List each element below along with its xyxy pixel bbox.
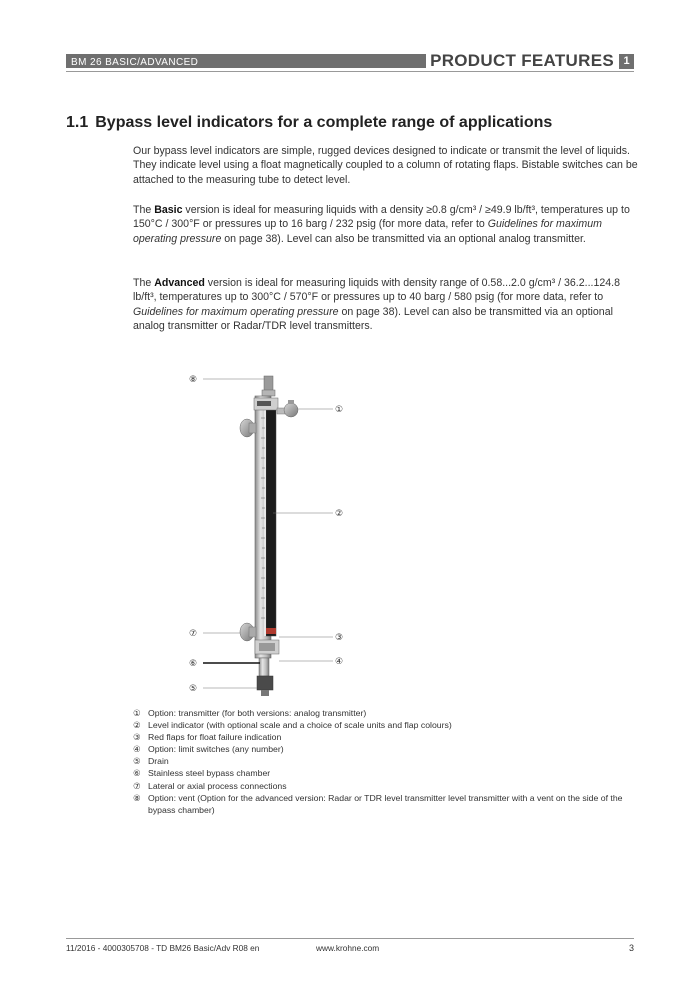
transmitter-head [284,403,298,417]
legend-text: Red flaps for float failure indication [148,732,282,743]
legend-text: Option: vent (Option for the advanced version: Radar or TDR level transmitter level transmitter with a vent on the side of the bypass chamber) [148,792,623,815]
callout-2: ② [335,509,344,519]
legend-number: ⑦ [133,780,141,791]
legend-text: Stainless steel bypass chamber [148,768,271,779]
basic-paragraph [133,203,638,246]
advanced-text-post: on page 38). Level can also be transmitted via an optional analog transmitter or Radar/TDR level transmitters. [133,305,613,333]
legend-item [133,719,643,731]
legend-number: ③ [133,732,141,743]
red-flaps [266,628,276,634]
basic-text-mid: version is ideal for measuring liquids with a density ≥0.8 g/cm³ / ≥49.9 lb/ft³, temperatures up to 150°C / 300°F or pressures up to 16 barg / 232 psig (for more data, refer to [133,204,630,231]
callout-8: ⑧ [189,375,198,385]
legend-text: Lateral or axial process connections [148,780,287,791]
figure-legend [133,707,643,816]
footer-page-number: 3 [628,943,634,953]
legend-item [133,755,643,767]
callout-4: ④ [335,657,344,667]
legend-item [133,780,643,792]
advanced-paragraph [133,276,638,334]
footer-website-link[interactable]: www.krohne.com [316,943,380,953]
legend-text: Option: limit switches (any number) [148,744,284,755]
legend-number: ④ [133,744,141,755]
header-rule [66,71,634,72]
advanced-guideline-ref: Guidelines for maximum operating pressure [133,305,339,318]
callout-3: ③ [335,633,344,643]
basic-label: Basic [154,204,183,216]
footer-rule [66,938,634,939]
section-title-text: Bypass level indicators for a complete range of applications [95,114,553,131]
callout-5: ⑤ [189,684,198,694]
legend-item [133,707,643,719]
legend-item [133,792,643,816]
legend-number: ⑤ [133,756,141,767]
legend-number: ⑥ [133,768,141,779]
legend-item [133,767,643,779]
footer-document-id: 11/2016 - 4000305708 - TD BM26 Basic/Adv R08 en [66,943,260,953]
legend-text: Drain [148,756,169,767]
page-header [66,52,634,70]
legend-text: Option: transmitter (for both versions: analog transmitter) [148,708,367,718]
advanced-label: Advanced [154,277,205,289]
drain [257,676,273,690]
section-title [66,114,552,132]
advanced-text-mid: version is ideal for measuring liquids with density range of 0.58...2.0 g/cm³ / 36.2...124.8 lb/ft³, temperatures up to 300°C / 570°F or pressures up to 40 barg / 580 psig (for more data, refer to [133,277,620,304]
legend-number: ② [133,720,141,731]
advanced-text-pre: The [133,277,155,289]
basic-text-post: on page 38). Level can also be transmitted via an optional analog transmitter. [221,232,586,245]
section-number: 1.1 [66,114,89,131]
legend-item [133,743,643,755]
intro-text: Our bypass level indicators are simple, rugged devices designed to indicate or transmit the level of liquids. They indicate level using a float magnetically coupled to a column of rotating flaps. Bistable switches can be attached to the measuring tube to detect level. [133,145,638,186]
header-chapter-number: 1 [619,54,634,69]
legend-item [133,731,643,743]
header-chapter-title: PRODUCT FEATURES [430,51,614,70]
legend-number: ① [133,708,141,718]
intro-paragraph [133,144,638,187]
legend-text: Level indicator (with optional scale and a choice of scale units and flap colours) [148,720,452,731]
legend-number: ⑧ [133,792,141,803]
callout-6: ⑥ [189,659,198,669]
indicator-column [266,404,276,636]
callout-1: ① [335,405,344,415]
basic-guideline-ref: Guidelines for maximum operating pressure [133,218,602,245]
callout-7: ⑦ [189,629,198,639]
basic-text-pre: The [133,204,155,216]
header-bar [66,54,426,68]
header-product-name: BM 26 BASIC/ADVANCED [71,57,199,68]
bypass-level-indicator-figure [185,368,365,703]
